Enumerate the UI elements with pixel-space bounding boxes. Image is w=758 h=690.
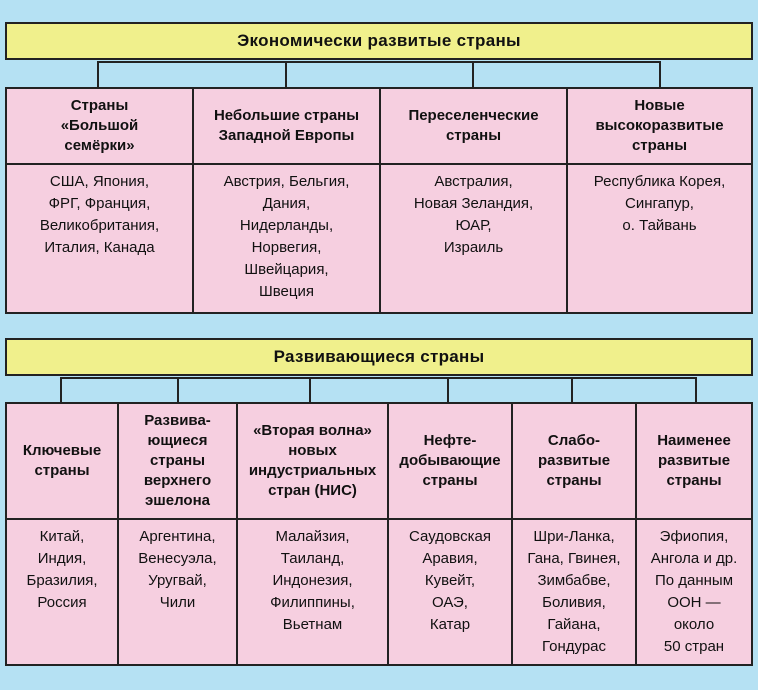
country-item: Швеция (259, 283, 314, 300)
column-body (194, 165, 379, 312)
column-header (637, 404, 751, 520)
column-header (194, 89, 379, 165)
header-line: верхнего (143, 472, 212, 489)
developing-column-4 (389, 404, 513, 664)
developing-column-6 (637, 404, 751, 664)
country-item: Шри-Ланка, (533, 528, 615, 545)
header-line: эшелона (144, 492, 210, 509)
country-item: Кувейт, (424, 572, 476, 589)
header-line: «Большой (60, 117, 139, 134)
header-line: ющиеся (147, 432, 208, 449)
header-line: стран (НИС) (268, 482, 357, 499)
developing-connector-bar (61, 377, 696, 379)
developing-connector-5 (571, 377, 573, 403)
column-body (513, 520, 635, 664)
developed-column-4 (568, 89, 751, 312)
country-item: о. Тайвань (622, 217, 697, 234)
developing-column-2 (119, 404, 238, 664)
header-line: страны (445, 127, 502, 144)
country-item: Гондурас (541, 638, 606, 655)
country-item: Австралия, (434, 173, 513, 190)
country-item: Саудовская (409, 528, 491, 545)
header-line: развитые (657, 452, 731, 469)
country-item: Ангола и др. (650, 550, 738, 567)
column-header (119, 404, 236, 520)
header-line: страны (422, 472, 478, 489)
developed-title (5, 22, 753, 60)
header-line: страны (546, 472, 602, 489)
country-item: По данным (654, 572, 734, 589)
developing-connector-1 (60, 377, 62, 403)
country-item: ФРГ, Франция, (48, 195, 151, 212)
column-header (513, 404, 635, 520)
country-item: Новая Зеландия, (413, 195, 534, 212)
column-body (568, 165, 751, 312)
country-item: Швейцария, (244, 261, 329, 278)
developing-connector-6 (695, 377, 697, 403)
developed-connector-1 (97, 61, 99, 88)
column-body (637, 520, 751, 664)
column-header (7, 89, 192, 165)
developing-title (5, 338, 753, 376)
country-item: Бразилия, (26, 572, 98, 589)
header-line: Наименее (657, 432, 731, 449)
country-item: Вьетнам (282, 616, 343, 633)
column-body (7, 520, 117, 664)
column-body (119, 520, 236, 664)
country-item: Дания, (262, 195, 311, 212)
header-line: Слабо- (547, 432, 601, 449)
header-line: Западной Европы (218, 127, 355, 144)
country-item: Малайзия, (275, 528, 350, 545)
country-item: Италия, Канада (44, 239, 155, 256)
header-line: Небольшие страны (213, 107, 360, 124)
column-header (381, 89, 566, 165)
developing-connector-4 (447, 377, 449, 403)
header-line: высокоразвитые (595, 117, 724, 134)
country-item: Австрия, Бельгия, (223, 173, 350, 190)
country-item: Венесуэла, (138, 550, 217, 567)
column-body (381, 165, 566, 312)
developed-column-1 (7, 89, 194, 312)
developing-column-5 (513, 404, 637, 664)
header-line: Новые (634, 97, 685, 114)
country-item: ОАЭ, (432, 594, 468, 611)
country-item: Аравия, (422, 550, 478, 567)
column-body (7, 165, 192, 312)
country-item: около (673, 616, 715, 633)
column-header (389, 404, 511, 520)
country-item: ЮАР, (455, 217, 492, 234)
developing-column-1 (7, 404, 119, 664)
header-line: Развива- (144, 412, 211, 429)
country-item: Аргентина, (139, 528, 216, 545)
developed-connector-3 (472, 61, 474, 88)
country-item: Россия (37, 594, 87, 611)
header-line: развитые (537, 452, 611, 469)
header-line: Переселенческие (408, 107, 539, 124)
header-line: новых (288, 442, 337, 459)
developed-connector-2 (285, 61, 287, 88)
column-header (238, 404, 387, 520)
header-line: добывающие (399, 452, 501, 469)
developing-column-3 (238, 404, 389, 664)
country-item: Таиланд, (280, 550, 345, 567)
developed-title-text: Экономически развитые страны (237, 31, 521, 50)
country-item: ООН — (667, 594, 721, 611)
column-body (389, 520, 511, 664)
country-item: Израиль (443, 239, 504, 256)
country-item: Китай, (39, 528, 85, 545)
header-line: «Вторая волна» (253, 422, 372, 439)
country-item: Норвегия, (251, 239, 322, 256)
developed-column-2 (194, 89, 381, 312)
developing-connector-3 (309, 377, 311, 403)
developing-connector-2 (177, 377, 179, 403)
country-item: Уругвай, (148, 572, 207, 589)
country-item: Зимбабве, (537, 572, 611, 589)
country-item: Сингапур, (625, 195, 694, 212)
header-line: Нефте- (423, 432, 477, 449)
developed-connector-bar (98, 61, 661, 63)
country-item: Республика Корея, (593, 173, 726, 190)
header-line: страны (34, 462, 90, 479)
country-item: США, Япония, (49, 173, 150, 190)
column-body (238, 520, 387, 664)
header-line: семёрки» (64, 137, 135, 154)
country-item: Чили (159, 594, 196, 611)
country-item: Боливия, (542, 594, 606, 611)
country-item: Катар (429, 616, 471, 633)
developed-connector-4 (659, 61, 661, 88)
header-line: страны (666, 472, 722, 489)
country-item: Индонезия, (272, 572, 353, 589)
developing-table (5, 402, 753, 666)
header-line: Ключевые (22, 442, 102, 459)
header-line: страны (149, 452, 206, 469)
header-line: страны (631, 137, 688, 154)
column-header (7, 404, 117, 520)
header-line: индустриальных (248, 462, 377, 479)
country-item: Индия, (37, 550, 87, 567)
country-item: Нидерланды, (239, 217, 334, 234)
country-item: Филиппины, (270, 594, 355, 611)
country-item: Эфиопия, (659, 528, 729, 545)
country-item: Гайана, (547, 616, 601, 633)
country-item: Гана, Гвинея, (527, 550, 621, 567)
column-header (568, 89, 751, 165)
country-item: 50 стран (663, 638, 725, 655)
header-line: Страны (70, 97, 129, 114)
country-item: Великобритания, (39, 217, 160, 234)
developed-column-3 (381, 89, 568, 312)
developing-title-text: Развивающиеся страны (273, 347, 485, 366)
developed-table (5, 87, 753, 314)
